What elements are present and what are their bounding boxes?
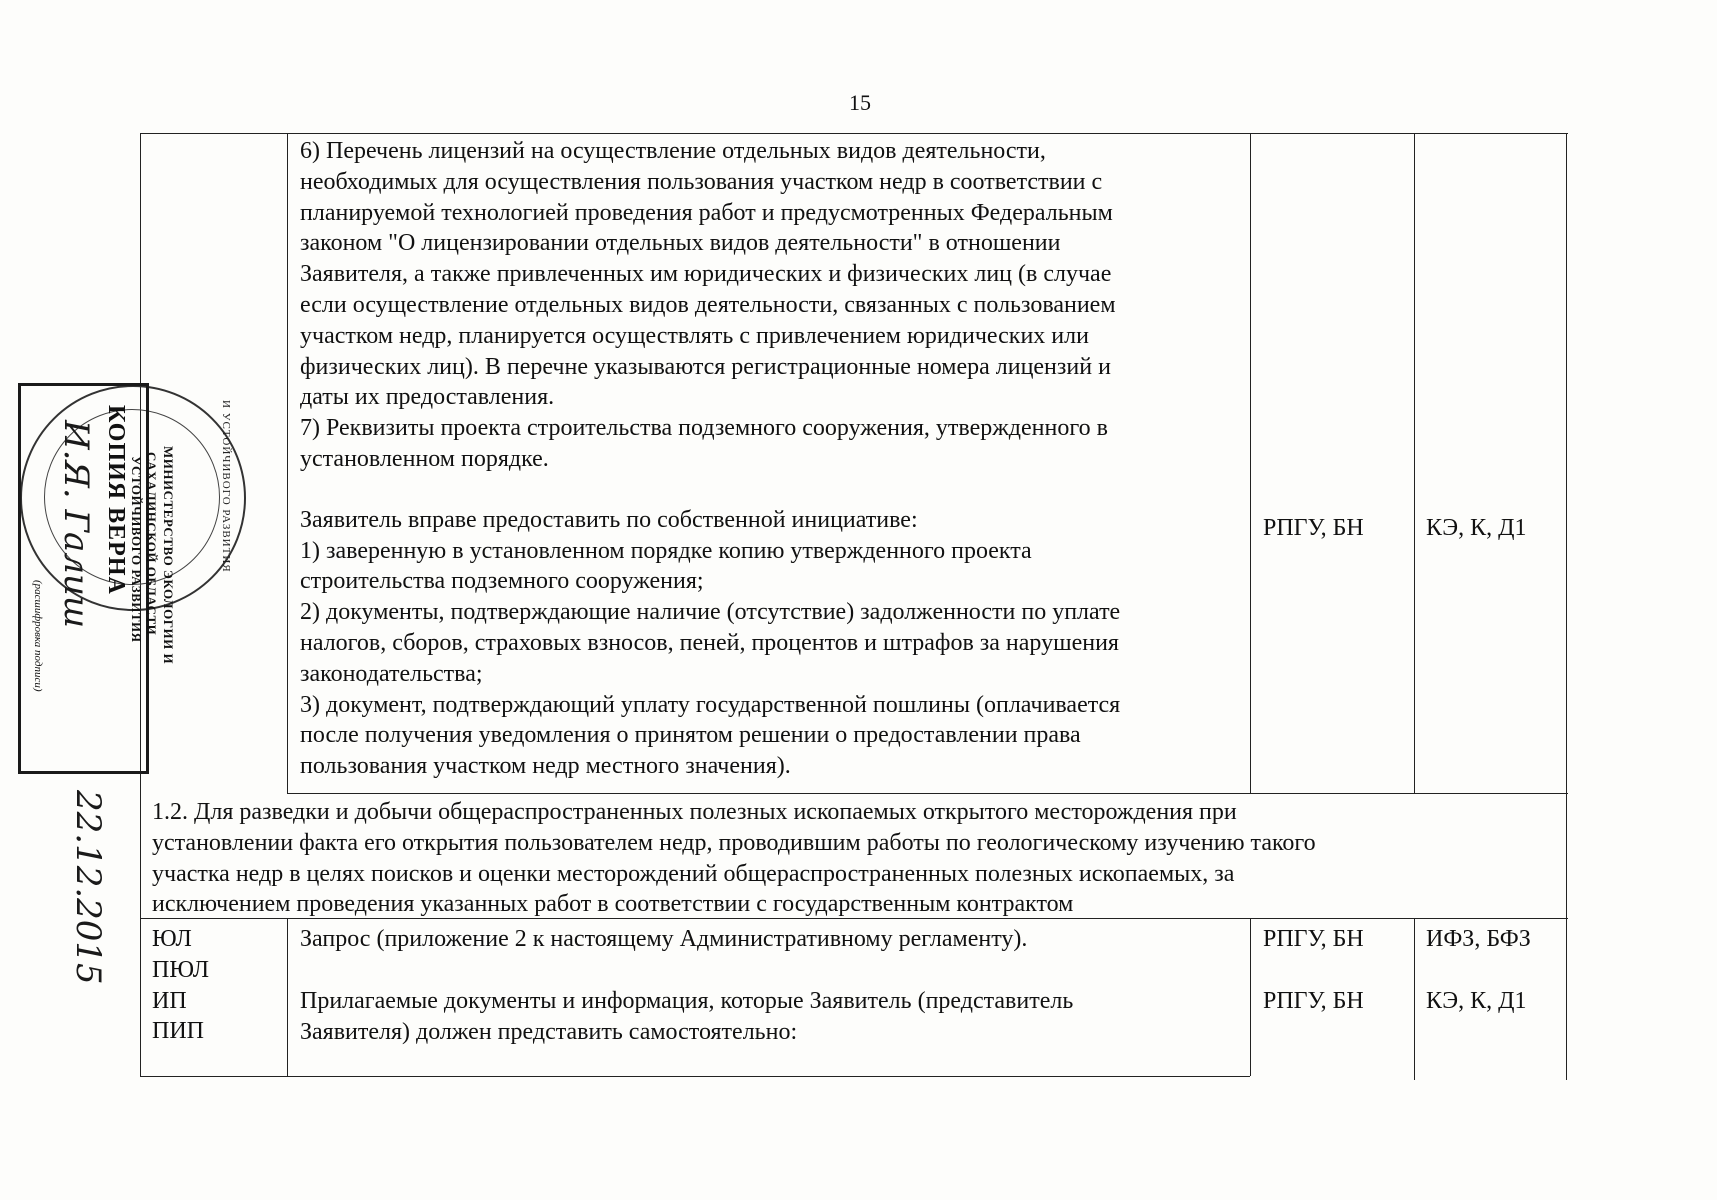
text-line: Заявителя) должен представить самостоятельно:: [300, 1018, 798, 1045]
text-line: 1) заверенную в установленном порядке копию утвержденного проекта: [300, 537, 1032, 564]
page-number: 15: [849, 90, 871, 115]
col-divider-3: [1414, 133, 1415, 793]
request-form: ИФЗ, БФЗ: [1426, 926, 1531, 952]
copy-correct-label: КОПИЯ ВЕРНА: [103, 405, 129, 595]
text-line: даты их предоставления.: [300, 384, 555, 411]
stamp-ministry-line: САХАЛИНСКОЙ ОБЛАСТИ: [144, 452, 159, 636]
text-line: законодательства;: [300, 660, 483, 687]
attached-docs-text: [300, 986, 1243, 1048]
applicant-type: ИП: [152, 987, 187, 1014]
request-text: Запрос (приложение 2 к настоящему Административному регламенту).: [300, 926, 1028, 952]
text-line: после получения уведомления о принятом решении о предоставлении права: [300, 722, 1081, 749]
text-line: налогов, сборов, страховых взносов, пеней, процентов и штрафов за нарушения: [300, 629, 1119, 656]
text-line: законом "О лицензировании отдельных видов деятельности" в отношении: [300, 230, 1061, 257]
seal-ring-text: И УСТОЙЧИВОГО РАЗВИТИЯ: [220, 400, 232, 573]
text-line: 3) документ, подтверждающий уплату государственной пошлины (оплачивается: [300, 691, 1121, 718]
row-divider-1: [287, 793, 1568, 794]
handwritten-date: 22.12.2015: [68, 790, 108, 985]
text-line: 7) Реквизиты проекта строительства подземного сооружения, утвержденного в: [300, 415, 1108, 442]
row1-description: [300, 136, 1243, 782]
col-divider-1: [287, 133, 288, 793]
text-line: Заявителя, а также привлеченных им юридических и физических лиц (в случае: [300, 261, 1112, 288]
text-line: участка недр в целях поисков и оценки месторождений общераспространенных полезных ископаемых, за: [152, 860, 1235, 887]
applicant-type: ПИП: [152, 1018, 204, 1045]
text-line: Заявитель вправе предоставить по собственной инициативе:: [300, 506, 918, 533]
text-line: Прилагаемые документы и информация, которые Заявитель (представитель: [300, 988, 1074, 1014]
stamp-ministry-line: УСТОЙЧИВОГО РАЗВИТИЯ: [129, 456, 144, 643]
text-line: установленном порядке.: [300, 445, 549, 472]
text-line: физических лиц). В перечне указываются регистрационные номера лицензий и: [300, 353, 1111, 380]
signature-caption: (расшифровка подписи): [32, 580, 44, 692]
row1-channel: РПГУ, БН: [1263, 515, 1364, 541]
stamp-ministry-line: МИНИСТЕРСТВО ЭКОЛОГИИ И: [161, 446, 176, 665]
table-right-border: [1566, 133, 1567, 1080]
text-line: строительства подземного сооружения;: [300, 568, 704, 595]
text-line: исключением проведения указанных работ в соответствии с государственным контрактом: [152, 891, 1074, 918]
text-line: 2) документы, подтверждающие наличие (отсутствие) задолженности по уплате: [300, 599, 1121, 626]
text-line: необходимых для осуществления пользования участком недр в соответствии с: [300, 168, 1103, 195]
handwritten-signature: И.Я. Галиш: [56, 420, 96, 629]
text-line: если осуществление отдельных видов деятельности, связанных с пользованием: [300, 291, 1116, 318]
text-line: установлении факта его открытия пользователем недр, проводившим работы по геологическому изучению такого: [152, 829, 1316, 856]
table-bottom-border: [140, 1076, 1250, 1077]
text-line: 6) Перечень лицензий на осуществление отдельных видов деятельности,: [300, 138, 1046, 164]
table-top-border: [140, 133, 1568, 134]
text-line: 1.2. Для разведки и добычи общераспространенных полезных ископаемых открытого месторождения при: [152, 799, 1237, 825]
attached-form: КЭ, К, Д1: [1426, 988, 1527, 1014]
col-divider-2b: [1250, 918, 1251, 1076]
attached-channel: РПГУ, БН: [1263, 988, 1364, 1014]
text-line: пользования участком недр местного значения).: [300, 753, 791, 780]
text-line: планируемой технологией проведения работ и предусмотренных Федеральным: [300, 199, 1113, 226]
applicant-type: ПЮЛ: [152, 956, 210, 983]
request-channel: РПГУ, БН: [1263, 926, 1364, 952]
applicant-type: ЮЛ: [152, 926, 192, 952]
col-divider-1b: [287, 918, 288, 1076]
row1-form: КЭ, К, Д1: [1426, 515, 1527, 541]
section-header: [152, 797, 1562, 920]
text-line: участком недр, планируется осуществлять с привлечением юридических или: [300, 322, 1089, 349]
applicant-list: [152, 924, 209, 1047]
col-divider-2: [1250, 133, 1251, 793]
col-divider-3b: [1414, 918, 1415, 1080]
